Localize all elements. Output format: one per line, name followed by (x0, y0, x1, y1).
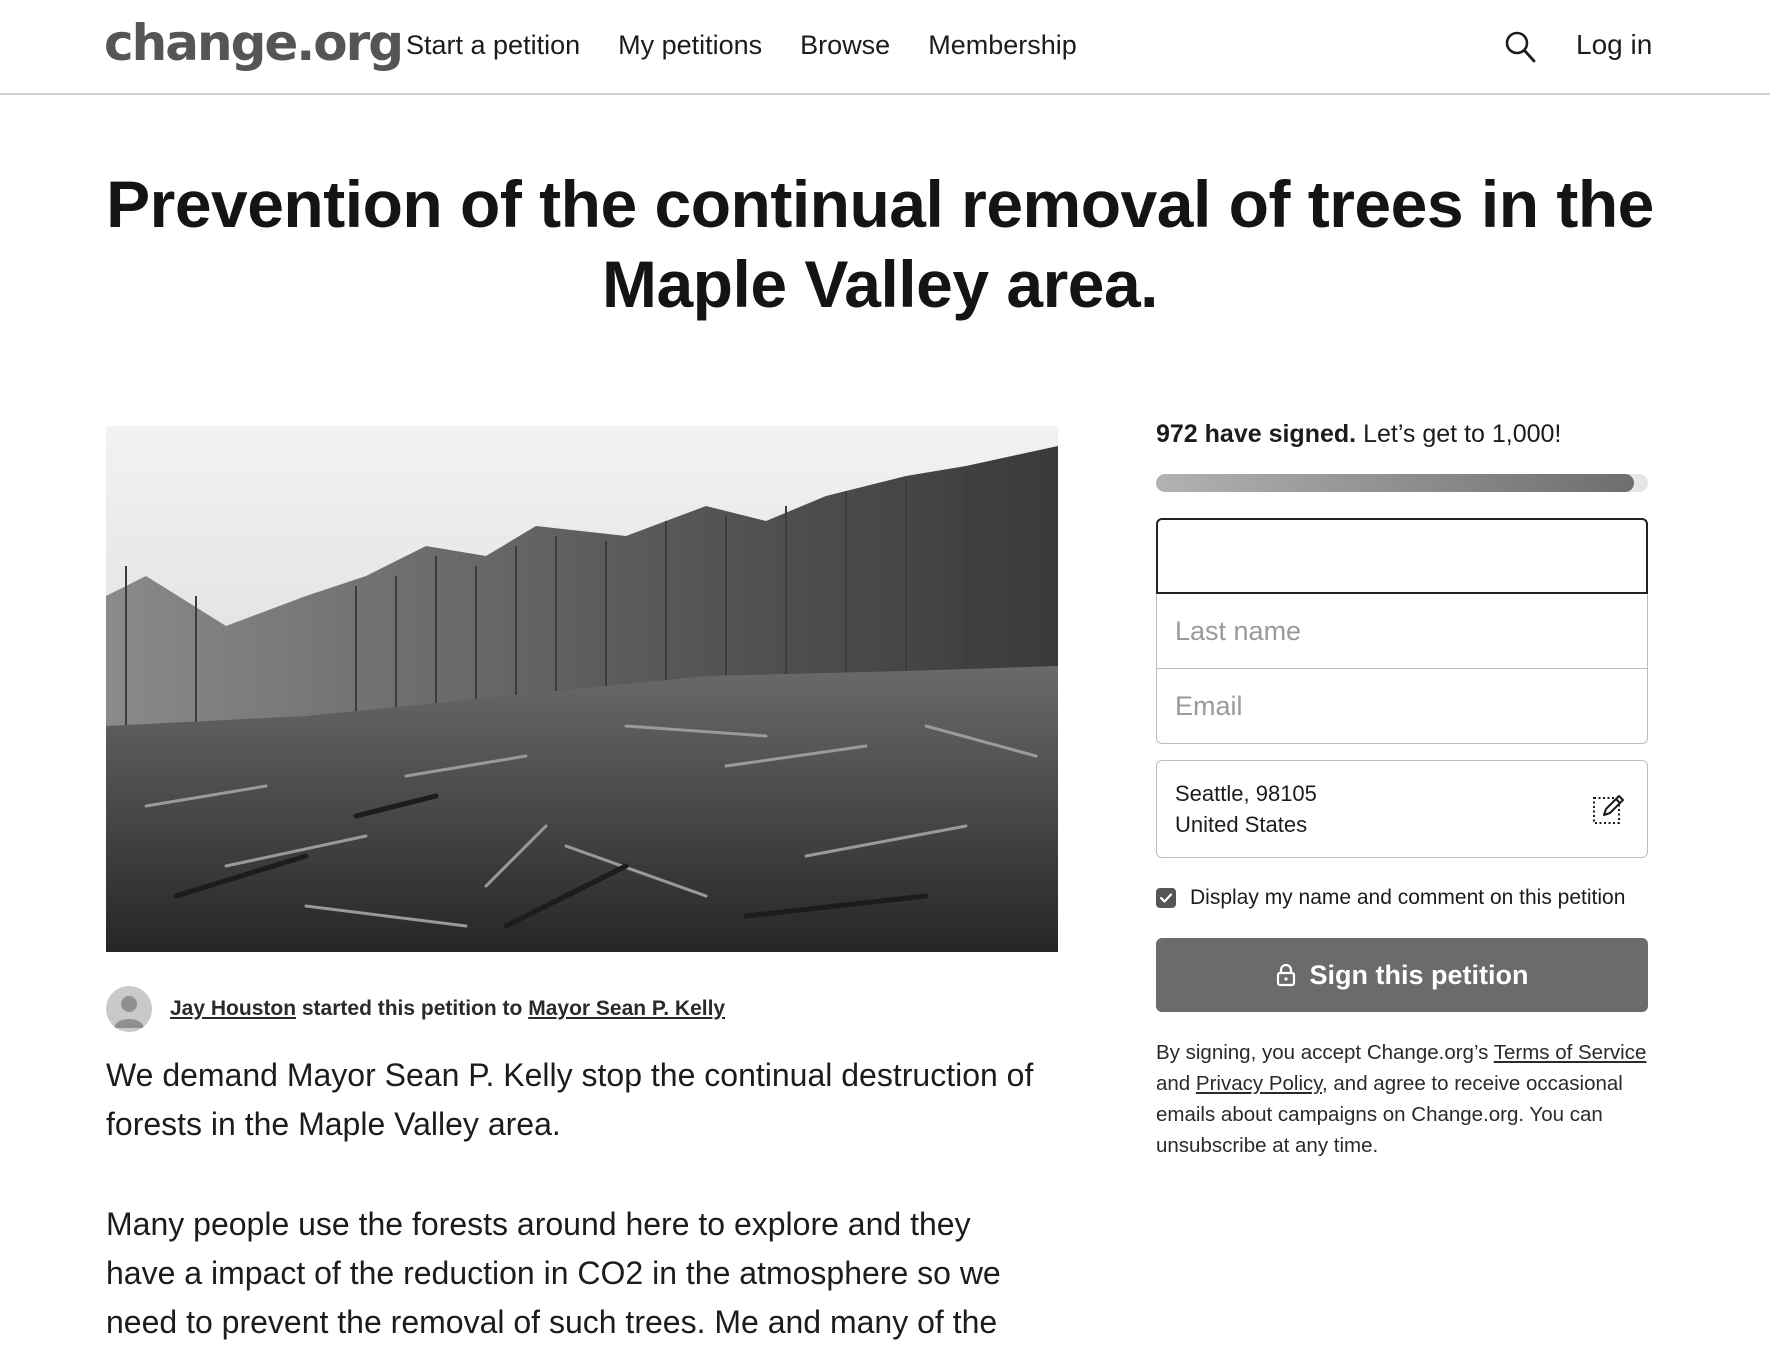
nav-start-petition[interactable]: Start a petition (406, 30, 581, 60)
signing-legal-text (1156, 1037, 1648, 1161)
nav-browse[interactable]: Browse (800, 30, 891, 60)
progress-fill (1156, 474, 1634, 492)
location-country: United States (1175, 812, 1308, 837)
first-name-input[interactable] (1156, 518, 1648, 594)
nav-my-petitions[interactable]: My petitions (618, 30, 763, 60)
lock-icon (1276, 963, 1296, 987)
location-box[interactable] (1156, 760, 1648, 858)
target-name-link[interactable]: Mayor Sean P. Kelly (528, 997, 726, 1020)
nav-membership[interactable]: Membership (928, 30, 1077, 60)
display-name-option (1156, 886, 1625, 910)
goal-text: Let’s get to 1,000! (1363, 420, 1562, 448)
legal-suffix: , and agree to receive occasional emails about campaigns on Change.org. You can unsubscribe at any time. (1156, 1072, 1623, 1157)
location-city: Seattle, 98105 (1175, 781, 1317, 806)
legal-and: and (1156, 1072, 1191, 1095)
sign-button-label: Sign this petition (1309, 959, 1529, 990)
last-name-input[interactable] (1156, 594, 1648, 669)
starter-avatar (106, 986, 152, 1032)
sign-petition-button[interactable] (1156, 938, 1648, 1012)
privacy-policy-link[interactable]: Privacy Policy (1195, 1072, 1322, 1095)
signature-progress-bar (1156, 474, 1648, 492)
edit-pencil-icon[interactable] (1591, 791, 1627, 827)
display-name-label: Display my name and comment on this petition (1190, 886, 1626, 909)
login-link[interactable]: Log in (1576, 29, 1653, 60)
change-org-logo[interactable]: change.org (104, 14, 403, 72)
display-name-checkbox[interactable] (1156, 888, 1176, 908)
starter-name-link[interactable]: Jay Houston (170, 997, 297, 1020)
email-input[interactable] (1156, 669, 1648, 744)
starter-text: started this petition to (301, 997, 523, 1020)
clearcut-forest-photo (106, 426, 1058, 952)
petition-description-paragraph-2: Many people use the forests around here to explore and they have a impact of the reduction in CO2 in the atmosphere so we need to prevent the removal of such trees. Me and many of the (106, 1206, 1001, 1340)
petition-description-paragraph-1: We demand Mayor Sean P. Kelly stop the continual destruction of forests in the Maple Valley area. (106, 1057, 1034, 1142)
terms-of-service-link[interactable]: Terms of Service (1493, 1041, 1647, 1064)
petition-title: Prevention of the continual removal of trees in the Maple Valley area. (106, 167, 1654, 321)
signature-count (1156, 420, 1561, 449)
top-header (0, 0, 1770, 95)
signed-count-text: 972 have signed. (1156, 420, 1357, 448)
user-icon (106, 986, 152, 1032)
main-nav (406, 30, 1077, 61)
checkmark-icon (1158, 890, 1174, 906)
petition-hero-image (106, 426, 1058, 952)
search-icon[interactable] (1504, 30, 1536, 64)
legal-prefix: By signing, you accept Change.org’s (1156, 1041, 1489, 1064)
petition-starter-line (170, 997, 725, 1021)
